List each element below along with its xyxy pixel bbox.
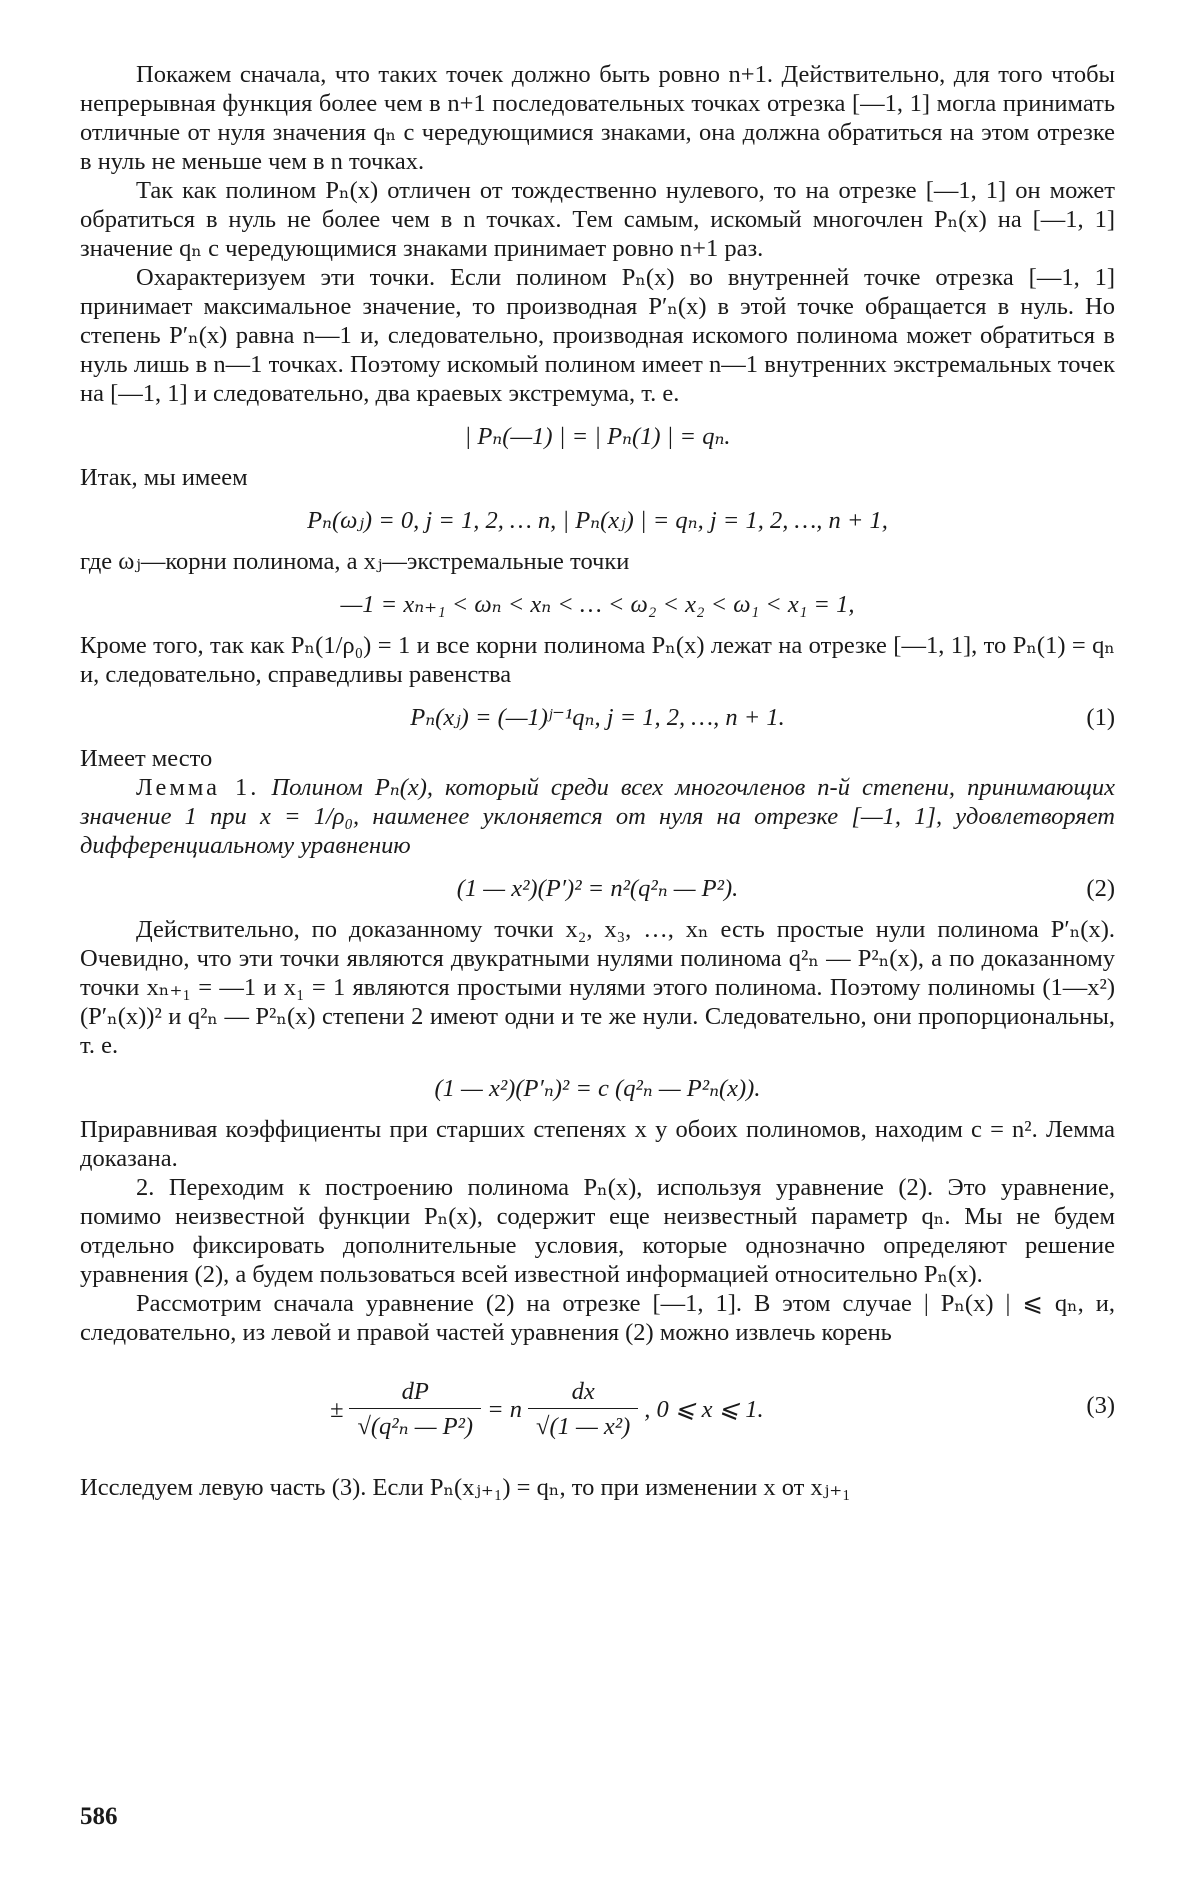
plus-minus-sign: ± — [330, 1395, 344, 1423]
paragraph-3: Охарактеризуем эти точки. Если полином Pₙ(x) во внутренней точке отрезка [—1, 1] принимает максимальное значение, то производная P′ₙ(x) в этой точке обращается в нуль. Но степень P′ₙ(x) равна n—1 и, следовательно, производная искомого полинома может обратиться в нуль лишь в n—1 точках. Поэтому искомый полином имеет n—1 внутренних экстремальных точек на [—1, 1] и следовательно, два краевых экстремума, т. е. — [80, 264, 1115, 407]
formula-2 — [80, 874, 1115, 903]
formula-1-body: Pₙ(xⱼ) = (—1)ʲ⁻¹qₙ, j = 1, 2, …, n + 1. — [410, 704, 785, 731]
paragraph-12: Исследуем левую часть (3). Если Pₙ(xⱼ₊₁) = qₙ, то при изменении x от xⱼ₊₁ — [80, 1474, 851, 1501]
fraction-right — [528, 1377, 638, 1441]
formula-3-condition: , 0 ⩽ x ⩽ 1. — [644, 1395, 764, 1423]
paragraph-6: Кроме того, так как Pₙ(1/ρ₀) = 1 и все корни полинома Pₙ(x) лежат на отрезке [—1, 1], то Pₙ(1) = qₙ и, следовательно, справедливы равенства — [80, 632, 1115, 688]
equation-number-3: (3) — [1086, 1392, 1115, 1419]
formula-3-body — [330, 1361, 764, 1457]
formula-ordering: —1 = xₙ₊₁ < ωₙ < xₙ < … < ω₂ < x₂ < ω₁ < x₁ = 1, — [340, 591, 855, 618]
equation-number-1: (1) — [1086, 704, 1115, 731]
document-page — [80, 60, 1115, 1840]
formula-roots-extrema: Pₙ(ωⱼ) = 0, j = 1, 2, … n, | Pₙ(xⱼ) | = qₙ, j = 1, 2, …, n + 1, — [307, 507, 888, 534]
formula-2-body: (1 — x²)(P′)² = n²(q²ₙ — P²). — [456, 875, 739, 902]
fraction-left — [349, 1377, 481, 1441]
equals-n: = n — [487, 1395, 523, 1423]
formula-edge-extrema: | Pₙ(—1) | = | Pₙ(1) | = qₙ. — [464, 423, 731, 450]
lemma-title: Лемма 1. — [136, 774, 260, 801]
paragraph-9: Приравнивая коэффициенты при старших степенях x у обоих полиномов, находим c = n². Лемма доказана. — [80, 1116, 1115, 1172]
fraction-left-denominator: √(q²ₙ — P²) — [349, 1408, 481, 1441]
paragraph-5: где ωⱼ—корни полинома, а xⱼ—экстремальные точки — [80, 548, 630, 575]
paragraph-7: Имеет место — [80, 745, 213, 772]
paragraph-10: 2. Переходим к построению полинома Pₙ(x), используя уравнение (2). Это уравнение, помимо неизвестной функции Pₙ(x), содержит еще неизвестный параметр qₙ. Мы не будем отдельно фиксировать дополнительные условия, которые однозначно определяют решение уравнения (2), а будем пользоваться всей известной информацией относительно Pₙ(x). — [80, 1174, 1115, 1288]
formula-3 — [80, 1361, 1115, 1457]
equation-number-2: (2) — [1086, 875, 1115, 902]
fraction-right-denominator: √(1 — x²) — [528, 1408, 638, 1441]
paragraph-1: Покажем сначала, что таких точек должно быть ровно n+1. Действительно, для того чтобы непрерывная функция более чем в n+1 последовательных точках отрезка [—1, 1] могла принимать отличные от нуля значения qₙ с чередующимися знаками, она должна обратиться на этом отрезке в нуль не меньше чем в n точках. — [80, 61, 1115, 175]
lemma-statement: Полином Pₙ(x), который среди всех многочленов n-й степени, принимающих значение 1 при x = 1/ρ₀, наименее уклоняется от нуля на отрезке [—1, 1], удовлетворяет дифференциальному уравнению — [80, 774, 1116, 859]
paragraph-4: Итак, мы имеем — [80, 464, 248, 491]
formula-proportional: (1 — x²)(P′ₙ)² = c (q²ₙ — P²ₙ(x)). — [434, 1075, 761, 1102]
fraction-right-numerator: dx — [571, 1378, 595, 1405]
formula-1 — [80, 703, 1115, 732]
lemma-1 — [80, 773, 1115, 860]
paragraph-11: Рассмотрим сначала уравнение (2) на отрезке [—1, 1]. В этом случае | Pₙ(x) | ⩽ qₙ, и, следовательно, из левой и правой частей уравнения (2) можно извлечь корень — [80, 1290, 1115, 1346]
paragraph-8: Действительно, по доказанному точки x₂, x₃, …, xₙ есть простые нули полинома P′ₙ(x). Очевидно, что эти точки являются двукратными нулями полинома q²ₙ — P²ₙ(x), а по доказанному точки xₙ₊₁ = —1 и x₁ = 1 являются простыми нулями этого полинома. Поэтому полиномы (1—x²)(P′ₙ(x))² и q²ₙ — P²ₙ(x) степени 2 имеют одни и те же нули. Следовательно, они пропорциональны, т. е. — [80, 916, 1115, 1059]
fraction-left-numerator: dP — [401, 1378, 429, 1405]
page-number: 586 — [80, 1803, 118, 1830]
paragraph-2: Так как полином Pₙ(x) отличен от тождественно нулевого, то на отрезке [—1, 1] он может обратиться в нуль не более чем в n точках. Тем самым, искомый многочлен Pₙ(x) на [—1, 1] значение qₙ с чередующимися знаками принимает ровно n+1 раз. — [80, 177, 1115, 262]
